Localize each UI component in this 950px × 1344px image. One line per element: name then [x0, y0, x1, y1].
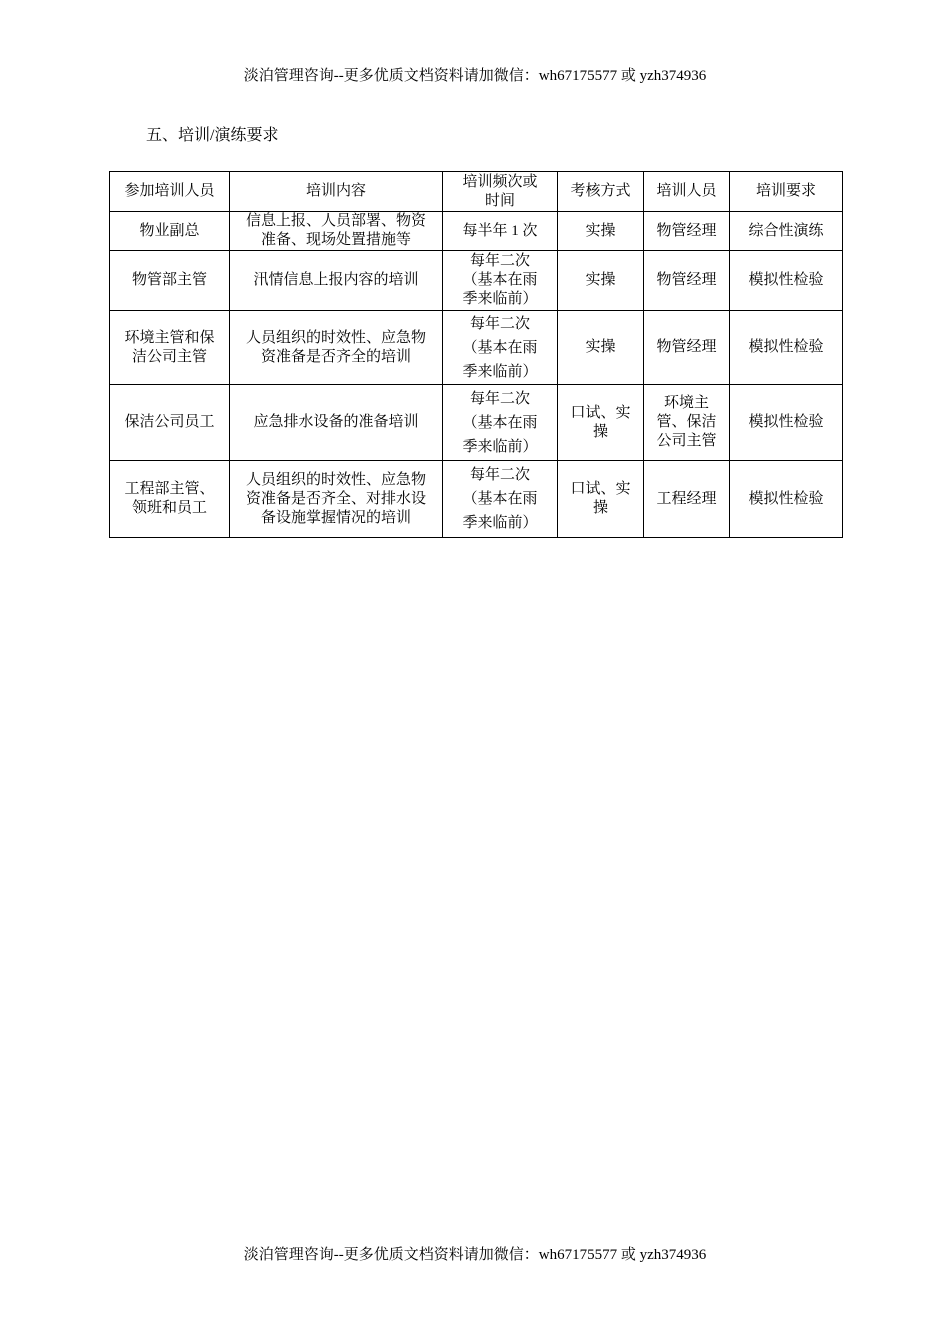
cell-trainer: 物管经理: [644, 212, 730, 251]
cell-trainer: 环境主管、保洁公司主管: [644, 385, 730, 461]
cell-assessment: 实操: [558, 251, 644, 311]
cell-frequency: [443, 251, 558, 311]
cell-content: 人员组织的时效性、应急物资准备是否齐全的培训: [230, 311, 443, 385]
header-content: 培训内容: [230, 172, 443, 212]
cell-content: 应急排水设备的准备培训: [230, 385, 443, 461]
frequency-line: 每年二次: [469, 390, 530, 407]
cell-trainer: 物管经理: [644, 251, 730, 311]
section-title: 五、培训/演练要求: [146, 127, 279, 144]
page-footer: 淡泊管理咨询--更多优质文档资料请加微信：wh67175577 或 yzh374936: [243, 1247, 707, 1263]
cell-requirement: 模拟性检验: [730, 461, 843, 538]
cell-assessment: 口试、实操: [558, 461, 644, 538]
table-row: [110, 385, 843, 461]
frequency-line: （基本在雨: [462, 272, 538, 288]
table-row: [110, 311, 843, 385]
cell-requirement: 模拟性检验: [730, 385, 843, 461]
cell-requirement: 模拟性检验: [730, 251, 843, 311]
header-trainer: 培训人员: [644, 172, 730, 212]
cell-trainee: 保洁公司员工: [110, 385, 230, 461]
table-row: [110, 251, 843, 311]
table-header-row: [110, 172, 843, 212]
frequency-line: 季来临前）: [462, 363, 538, 380]
training-requirements-table: [109, 171, 843, 538]
frequency-line: 每年二次: [469, 467, 530, 483]
page-header: 淡泊管理咨询--更多优质文档资料请加微信：wh67175577 或 yzh374936: [243, 68, 707, 84]
cell-frequency: [443, 385, 558, 461]
cell-frequency: [443, 311, 558, 385]
frequency-line: （基本在雨: [462, 339, 538, 356]
cell-requirement: 综合性演练: [730, 212, 843, 251]
frequency-line: 季来临前）: [462, 515, 538, 531]
frequency-line: （基本在雨: [462, 414, 538, 431]
header-requirement: 培训要求: [730, 172, 843, 212]
cell-frequency: 每半年 1 次: [443, 212, 558, 251]
cell-content: 人员组织的时效性、应急物资准备是否齐全、对排水设备设施掌握情况的培训: [230, 461, 443, 538]
header-assessment: 考核方式: [558, 172, 644, 212]
cell-trainee: 物管部主管: [110, 251, 230, 311]
frequency-line: 季来临前）: [462, 438, 538, 455]
frequency-line: 每年二次: [469, 315, 530, 332]
cell-assessment: 实操: [558, 212, 644, 251]
cell-requirement: 模拟性检验: [730, 311, 843, 385]
frequency-line: 每年二次: [469, 253, 530, 269]
cell-trainee: 物业副总: [110, 212, 230, 251]
cell-assessment: 实操: [558, 311, 644, 385]
cell-content: 汛情信息上报内容的培训: [230, 251, 443, 311]
cell-trainee: 环境主管和保洁公司主管: [110, 311, 230, 385]
header-frequency: 培训频次或时间: [443, 172, 558, 212]
cell-content: 信息上报、人员部署、物资准备、现场处置措施等: [230, 212, 443, 251]
frequency-line: 季来临前）: [462, 291, 538, 307]
frequency-line: （基本在雨: [462, 491, 538, 507]
cell-frequency: [443, 461, 558, 538]
cell-trainer: 工程经理: [644, 461, 730, 538]
table-row: [110, 461, 843, 538]
cell-assessment: 口试、实操: [558, 385, 644, 461]
cell-trainer: 物管经理: [644, 311, 730, 385]
header-trainee: 参加培训人员: [110, 172, 230, 212]
table-row: [110, 212, 843, 251]
cell-trainee: 工程部主管、领班和员工: [110, 461, 230, 538]
